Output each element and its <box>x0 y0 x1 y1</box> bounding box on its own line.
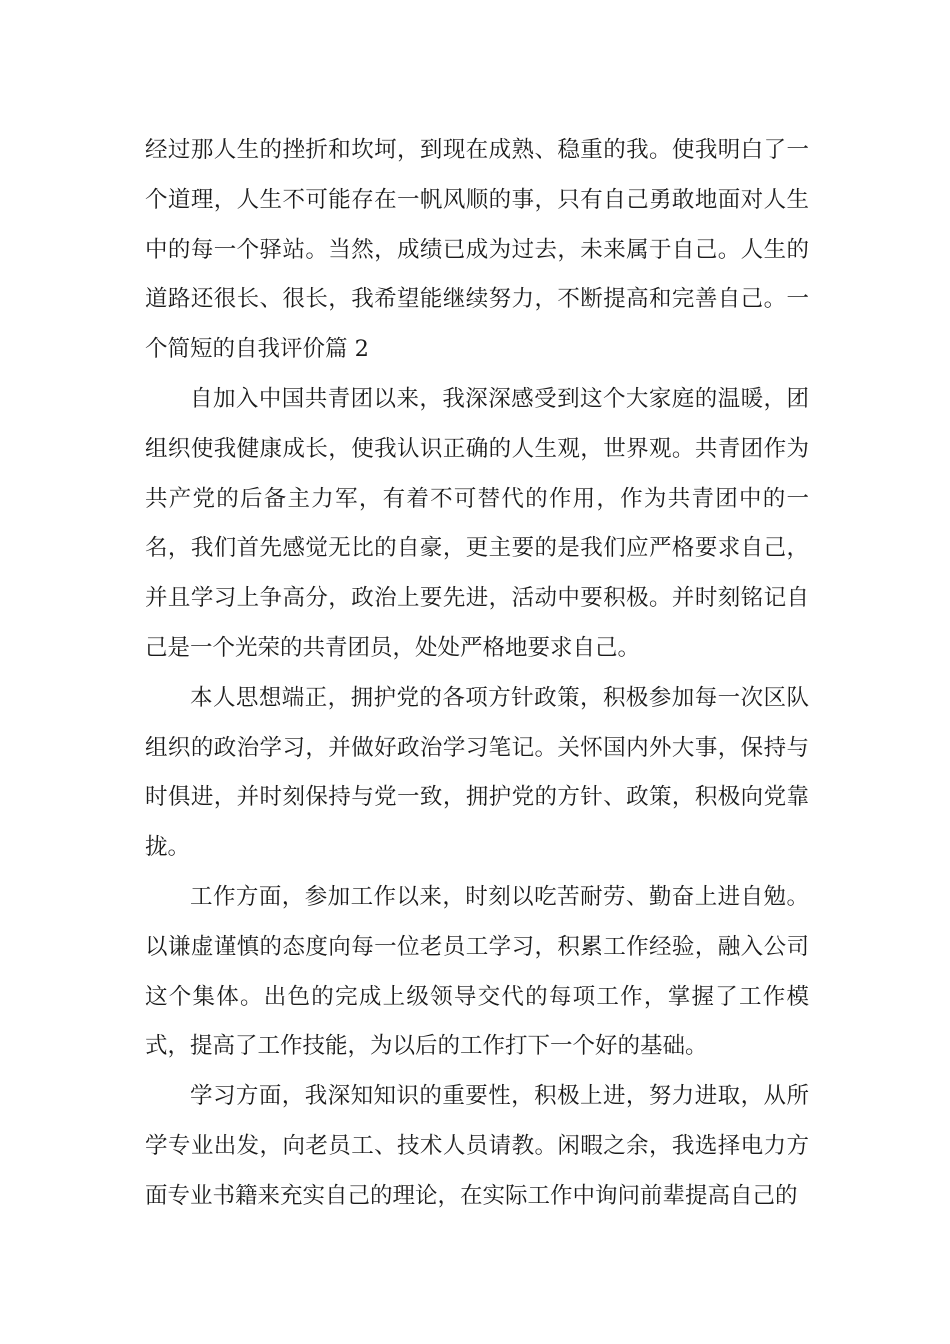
paragraph-4: 工作方面，参加工作以来，时刻以吃苦耐劳、勤奋上进自勉。以谦虚谨慎的态度向每一位老员工学习，积累工作经验，融入公司这个集体。出色的完成上级领导交代的每项工作，掌握了工作模式，提高了工作技能，为以后的工作打下一个好的基础。 <box>145 883 809 1060</box>
paragraph-3: 本人思想端正，拥护党的各项方针政策，积极参加每一次区队组织的政治学习，并做好政治学习笔记。关怀国内外大事，保持与时俱进，并时刻保持与党一致，拥护党的方针、政策，积极向党靠拢。 <box>145 684 809 861</box>
paragraph-1: 经过那人生的挫折和坎坷，到现在成熟、稳重的我。使我明白了一个道理，人生不可能存在一帆风顺的事，只有自己勇敢地面对人生中的每一个驿站。当然，成绩已成为过去，未来属于自己。人生的道路还很长、很长，我希望能继续努力，不断提高和完善自己。一个简短的自我评价篇 2 <box>145 137 809 363</box>
paragraph-2: 自加入中国共青团以来，我深深感受到这个大家庭的温暖，团组织使我健康成长，使我认识正确的人生观，世界观。共青团作为共产党的后备主力军，有着不可替代的作用，作为共青团中的一名，我们首先感觉无比的自豪，更主要的是我们应严格要求自己，并且学习上争高分，政治上要先进，活动中要积极。并时刻铭记自己是一个光荣的共青团员，处处严格地要求自己。 <box>145 385 809 661</box>
paragraph-5: 学习方面，我深知知识的重要性，积极上进，努力进取，从所学专业出发，向老员工、技术人员请教。闲暇之余，我选择电力方面专业书籍来充实自己的理论，在实际工作中询问前辈提高自己的 <box>145 1083 809 1209</box>
document-body <box>145 126 809 1222</box>
